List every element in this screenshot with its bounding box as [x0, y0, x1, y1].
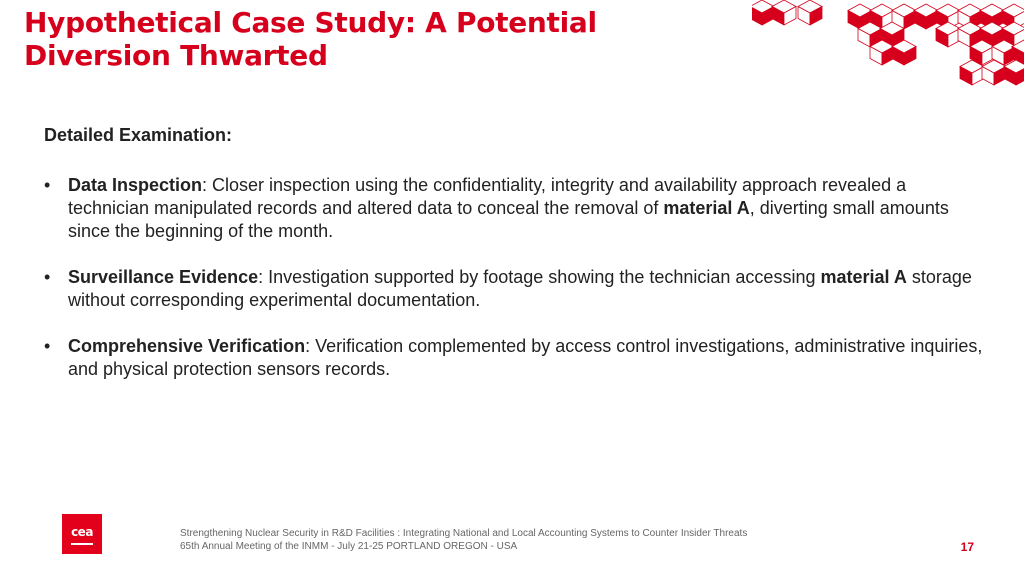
- bullet-dot: •: [44, 336, 51, 356]
- decorative-cube-pattern: [752, 0, 1024, 96]
- bullet-emphasis: material A: [820, 267, 907, 287]
- bullet-term: Surveillance Evidence: [68, 267, 259, 287]
- bullet-text: : Investigation supported by footage showing the technician accessing: [258, 267, 821, 287]
- bullet-comprehensive-verification: [44, 335, 984, 381]
- cube-6: [914, 4, 938, 29]
- page-number: 17: [960, 540, 974, 554]
- cube-13: [936, 22, 960, 47]
- bullet-list: [44, 174, 984, 381]
- section-heading: Detailed Examination:: [44, 125, 233, 145]
- bullet-data-inspection: [44, 174, 984, 243]
- logo-bar: [71, 543, 93, 545]
- bullet-surveillance-evidence: [44, 266, 984, 312]
- bullet-emphasis: material A: [663, 198, 750, 218]
- bullet-text: : Closer inspection using the confidentiality, integrity and availability approach revealed a technician manipulated records and altered data to conceal the removal of: [68, 175, 907, 218]
- bullet-dot: •: [44, 175, 51, 195]
- bullet-term: Comprehensive Verification: [68, 336, 306, 356]
- cube-2: [798, 0, 822, 25]
- bullet-term: Data Inspection: [68, 175, 203, 195]
- bullet-text-end: , diverting small amounts since the beginning of the month.: [68, 198, 949, 241]
- bullet-text: : Verification complemented by access control investigations, administrative inquiries, and physical protection sensors records.: [68, 336, 983, 379]
- cube-0: [752, 0, 774, 25]
- slide-title: Hypothetical Case Study: A Potential Diversion Thwarted: [24, 6, 597, 72]
- footer-line-2: 65th Annual Meeting of the INMM - July 21-25 PORTLAND OREGON - USA: [180, 541, 518, 552]
- cube-1: [772, 0, 796, 25]
- footer: [180, 527, 747, 553]
- bullet-dot: •: [44, 267, 51, 287]
- cea-logo: [62, 514, 102, 554]
- bullet-text-end: storage without corresponding experimental documentation.: [68, 267, 972, 310]
- slide-body: [44, 124, 984, 404]
- footer-line-1: Strengthening Nuclear Security in R&D Facilities : Integrating National and Local Accounting Systems to Counter Insider Threats: [180, 528, 748, 539]
- logo-text: cea: [71, 525, 93, 539]
